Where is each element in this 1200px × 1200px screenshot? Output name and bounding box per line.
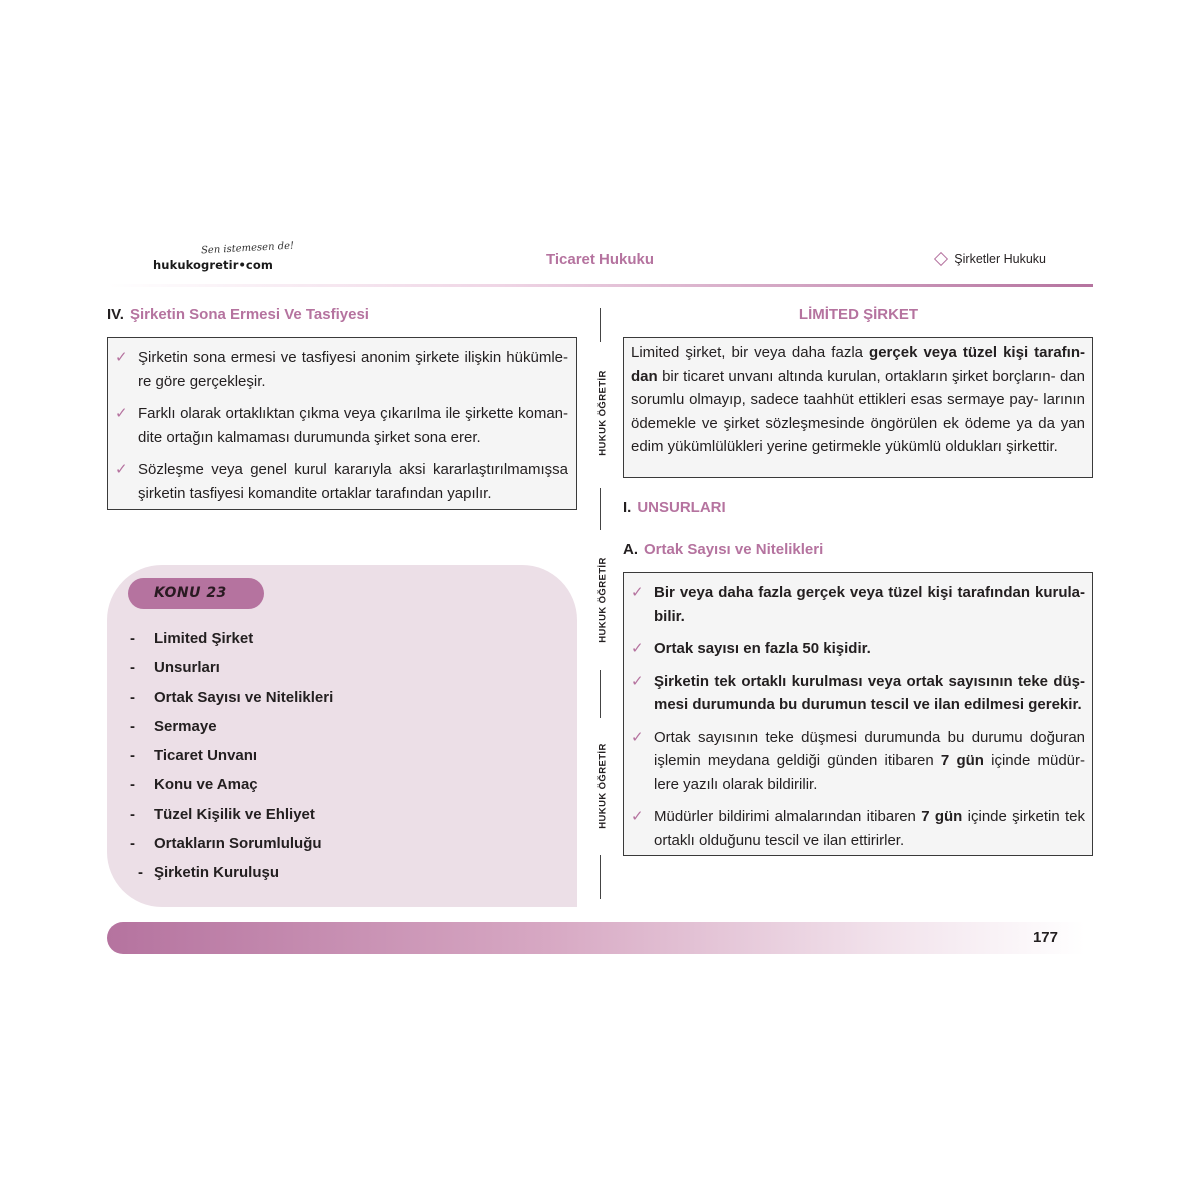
check-icon: ✓: [115, 349, 128, 366]
definition-text: Limited şirket, bir veya daha fazla gerçek veya tüzel kişi tarafın- dan bir ticaret unvanı altında kurulan, ortakların şirket borçların- dan sorumlu olmayıp, sadece taahhüt ettikleri esas sermaye pay- larının ödemekle ve şirket sözleşmesinde öngörülen ek ödeme ya da yan edim yükümlülükleri yerine getirmekle yükümlü oldukları şirkettir.: [631, 344, 1085, 455]
check-icon: ✓: [631, 640, 644, 657]
list-item: - Sermaye: [130, 718, 217, 735]
brand-logo: [153, 240, 295, 279]
gutter-divider: [600, 670, 601, 718]
check-icon: ✓: [631, 808, 644, 825]
list-item: ✓ Şirketin tek ortaklı kurulması veya ortak sayısının teke düş- mesi durumunda bu durumun tescil ve ilan edilmesi gerekir.: [624, 670, 1085, 717]
list-item: - Tüzel Kişilik ve Ehliyet: [130, 806, 315, 823]
check-icon: ✓: [115, 405, 128, 422]
konu-badge-label: KONU 23: [154, 585, 227, 601]
section-tag-label: Şirketler Hukuku: [954, 252, 1046, 266]
gutter-label: HUKUK ÖĞRETİR: [597, 370, 609, 456]
list-item: ✓ Ortak sayısının teke düşmesi durumunda bu durumu doğuran işlemin meydana geldiği günden itibaren 7 gün içinde müdür- lere yazılı olarak bildirilir.: [624, 726, 1085, 797]
page-title: LİMİTED ŞİRKET: [798, 306, 919, 323]
right-checklist-box: [623, 572, 1093, 856]
list-item: ✓ Ortak sayısı en fazla 50 kişidir.: [624, 637, 1085, 661]
left-section-heading: [107, 306, 369, 323]
gutter-divider: [600, 488, 601, 530]
list-item: ✓ Şirketin sona ermesi ve tasfiyesi anonim şirkete ilişkin hükümle- re göre gerçekleşir.: [108, 346, 568, 393]
right-heading-2: [623, 541, 823, 558]
left-checklist-box: [107, 337, 577, 510]
brand-name: hukukogretir•com: [153, 258, 273, 272]
gutter-label: HUKUK ÖĞRETİR: [597, 557, 609, 643]
list-item: - Ortakların Sorumluluğu: [130, 835, 322, 852]
list-item: - Limited Şirket: [130, 630, 254, 647]
list-item: ✓ Müdürler bildirimi almalarından itibaren 7 gün içinde şirketin tek ortaklı olduğunu tescil ve ilan ettirirler.: [624, 805, 1085, 852]
left-heading-number: IV.: [107, 306, 124, 323]
list-item: - Konu ve Amaç: [130, 776, 258, 793]
konu-panel: [107, 565, 577, 907]
gutter-divider: [600, 308, 601, 342]
right-heading-1: [623, 499, 726, 516]
list-item: - Şirketin Kuruluşu: [138, 864, 280, 881]
list-item: - Unsurları: [130, 659, 220, 676]
list-item: - Ortak Sayısı ve Nitelikleri: [130, 689, 334, 706]
list-item: ✓ Sözleşme veya genel kurul kararıyla aksi kararlaştırılmamışsa şirketin tasfiyesi komandite ortaklar tarafından yapılır.: [108, 458, 568, 505]
left-checklist: [108, 346, 568, 505]
diamond-icon: [934, 252, 948, 266]
check-icon: ✓: [115, 461, 128, 478]
list-item: ✓ Farklı olarak ortaklıktan çıkma veya çıkarılma ile şirkette koman- dite ortağın kalmaması durumunda şirket sona erer.: [108, 402, 568, 449]
right-heading-2-text: Ortak Sayısı ve Nitelikleri: [644, 541, 824, 558]
header-divider: [108, 284, 1093, 287]
brand-tagline: Sen istemesen de!: [200, 240, 295, 257]
right-heading-1-number: I.: [623, 499, 632, 516]
left-heading-text: Şirketin Sona Ermesi Ve Tasfiyesi: [129, 306, 369, 323]
definition-box: [623, 337, 1093, 478]
page-number: 177: [1032, 929, 1058, 946]
subject-title: Ticaret Hukuku: [545, 251, 655, 268]
list-item: - Ticaret Unvanı: [130, 747, 258, 764]
gutter-label: HUKUK ÖĞRETİR: [597, 743, 609, 829]
gutter-divider: [600, 855, 601, 899]
check-icon: ✓: [631, 728, 644, 746]
right-checklist: [624, 581, 1085, 852]
check-icon: ✓: [631, 584, 644, 601]
list-item: ✓ Bir veya daha fazla gerçek veya tüzel kişi tarafından kurula- bilir.: [624, 581, 1085, 628]
section-tag: [936, 252, 1046, 266]
check-icon: ✓: [631, 672, 644, 690]
footer-bar: [107, 922, 1085, 954]
right-heading-1-text: UNSURLARI: [637, 499, 726, 516]
right-heading-2-number: A.: [623, 541, 638, 558]
